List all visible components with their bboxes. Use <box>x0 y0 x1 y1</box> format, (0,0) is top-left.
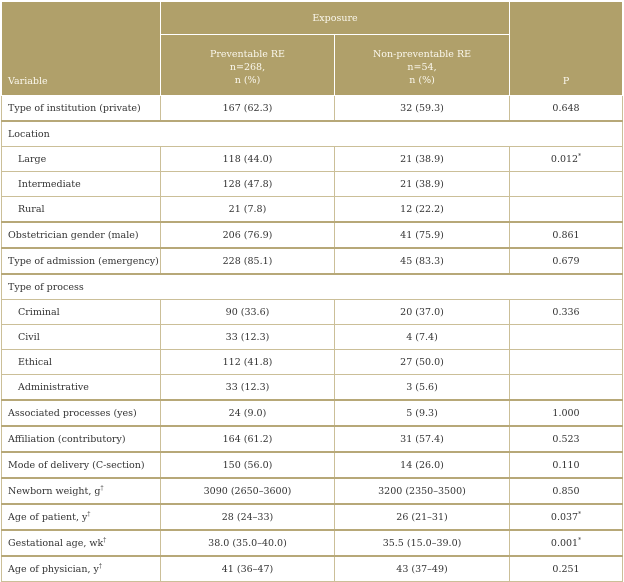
section-row <box>2 121 623 147</box>
variable-cell <box>2 172 161 197</box>
section-row <box>2 274 623 300</box>
variable-label: Large <box>18 153 47 165</box>
preventable-value: 33 (12.3) <box>161 375 335 401</box>
preventable-value: 38.0 (35.0–40.0) <box>161 530 335 556</box>
p-value-cell <box>510 350 623 375</box>
preventable-value: 33 (12.3) <box>161 325 335 350</box>
p-value: 0.861 <box>552 229 580 241</box>
variable-cell <box>2 478 161 504</box>
variable-cell <box>2 197 161 223</box>
header-preventable-name: Preventable RE <box>210 49 285 60</box>
table-row <box>2 556 623 582</box>
p-value-cell <box>510 556 623 582</box>
non-preventable-value: 45 (83.3) <box>335 248 510 274</box>
p-value: 0.850 <box>552 485 580 497</box>
variable-label: Associated processes (yes) <box>8 407 137 419</box>
footnote-marker: † <box>87 510 91 518</box>
non-preventable-value: 41 (75.9) <box>335 222 510 248</box>
header-non-preventable-name: Non-preventable RE <box>372 49 472 60</box>
table-row <box>2 400 623 426</box>
variable-cell <box>2 325 161 350</box>
table-row <box>2 197 623 223</box>
variable-label: Age of physician, y <box>8 563 99 575</box>
variable-label: Type of institution (private) <box>8 102 141 114</box>
header-variable: Variable <box>2 2 161 96</box>
significance-marker: * <box>578 536 582 544</box>
variable-cell <box>2 248 161 274</box>
p-value-cell <box>510 530 623 556</box>
table-row <box>2 96 623 122</box>
p-value: 0.648 <box>552 102 580 114</box>
table-header <box>2 2 623 96</box>
preventable-value: 21 (7.8) <box>161 197 335 223</box>
non-preventable-value: 3 (5.6) <box>335 375 510 401</box>
p-value: 0.012 <box>550 153 579 165</box>
variable-label: Civil <box>18 331 40 343</box>
preventable-value: 112 (41.8) <box>161 350 335 375</box>
p-value-cell <box>510 248 623 274</box>
p-value-cell <box>510 452 623 478</box>
p-value: 1.000 <box>552 407 580 419</box>
p-value: 0.336 <box>552 306 580 318</box>
variable-label: Newborn weight, g <box>8 485 101 497</box>
non-preventable-value: 4 (7.4) <box>335 325 510 350</box>
table-row <box>2 426 623 452</box>
variable-cell <box>2 504 161 530</box>
header-non-preventable <box>335 35 510 96</box>
table-row <box>2 478 623 504</box>
non-preventable-value: 21 (38.9) <box>335 147 510 172</box>
variable-cell <box>2 400 161 426</box>
significance-marker: * <box>578 510 582 518</box>
variable-cell <box>2 300 161 325</box>
p-value-cell <box>510 375 623 401</box>
p-value-cell <box>510 400 623 426</box>
non-preventable-value: 3200 (2350–3500) <box>335 478 510 504</box>
table-container <box>1 1 622 582</box>
section-label: Location <box>2 121 623 147</box>
p-value-cell <box>510 478 623 504</box>
variable-label: Administrative <box>18 381 89 393</box>
table-row <box>2 350 623 375</box>
variable-cell <box>2 222 161 248</box>
variable-label: Age of patient, y <box>8 511 88 523</box>
non-preventable-value: 27 (50.0) <box>335 350 510 375</box>
footnote-marker: † <box>100 484 104 492</box>
p-value: 0.110 <box>552 459 580 471</box>
p-value: 0.037 <box>550 511 579 523</box>
preventable-value: 41 (36–47) <box>161 556 335 582</box>
table-row <box>2 248 623 274</box>
data-table <box>1 1 623 582</box>
header-preventable-unit: n (%) <box>234 75 261 86</box>
footnote-marker: † <box>103 536 107 544</box>
header-preventable <box>161 35 335 96</box>
non-preventable-value: 20 (37.0) <box>335 300 510 325</box>
table-row <box>2 325 623 350</box>
non-preventable-value: 43 (37–49) <box>335 556 510 582</box>
header-exposure: Exposure <box>161 2 510 35</box>
preventable-value: 164 (61.2) <box>161 426 335 452</box>
variable-cell <box>2 96 161 122</box>
p-value-cell <box>510 426 623 452</box>
p-value: 0.251 <box>552 563 580 575</box>
significance-marker: * <box>578 152 582 160</box>
table-row <box>2 300 623 325</box>
p-value-cell <box>510 172 623 197</box>
table-row <box>2 147 623 172</box>
variable-cell <box>2 556 161 582</box>
non-preventable-value: 26 (21–31) <box>335 504 510 530</box>
preventable-value: 228 (85.1) <box>161 248 335 274</box>
preventable-value: 24 (9.0) <box>161 400 335 426</box>
p-value-cell <box>510 300 623 325</box>
preventable-value: 206 (76.9) <box>161 222 335 248</box>
variable-label: Affiliation (contributory) <box>8 433 126 445</box>
table-row <box>2 222 623 248</box>
section-label: Type of process <box>2 274 623 300</box>
non-preventable-value: 21 (38.9) <box>335 172 510 197</box>
preventable-value: 118 (44.0) <box>161 147 335 172</box>
non-preventable-value: 35.5 (15.0–39.0) <box>335 530 510 556</box>
variable-label: Gestational age, wk <box>8 537 104 549</box>
variable-label: Intermediate <box>18 178 81 190</box>
table-row <box>2 172 623 197</box>
header-non-preventable-n: n=54, <box>407 62 437 73</box>
variable-cell <box>2 147 161 172</box>
table-row <box>2 504 623 530</box>
variable-cell <box>2 375 161 401</box>
variable-cell <box>2 452 161 478</box>
p-value: 0.679 <box>552 255 580 267</box>
preventable-value: 28 (24–33) <box>161 504 335 530</box>
non-preventable-value: 32 (59.3) <box>335 96 510 122</box>
variable-label: Mode of delivery (C-section) <box>8 459 145 471</box>
p-value-cell <box>510 197 623 223</box>
non-preventable-value: 31 (57.4) <box>335 426 510 452</box>
preventable-value: 167 (62.3) <box>161 96 335 122</box>
p-value-cell <box>510 147 623 172</box>
variable-cell <box>2 530 161 556</box>
table-row <box>2 530 623 556</box>
p-value-cell <box>510 96 623 122</box>
p-value: 0.523 <box>552 433 580 445</box>
variable-label: Ethical <box>18 356 52 368</box>
variable-label: Rural <box>18 203 45 215</box>
variable-cell <box>2 426 161 452</box>
table-row <box>2 452 623 478</box>
p-value-cell <box>510 325 623 350</box>
preventable-value: 150 (56.0) <box>161 452 335 478</box>
variable-label: Type of admission (emergency) <box>8 255 159 267</box>
table-row <box>2 375 623 401</box>
table-body <box>2 96 623 582</box>
header-non-preventable-unit: n (%) <box>409 75 435 86</box>
p-value: 0.001 <box>550 537 579 549</box>
preventable-value: 90 (33.6) <box>161 300 335 325</box>
p-value-cell <box>510 222 623 248</box>
preventable-value: 3090 (2650–3600) <box>161 478 335 504</box>
non-preventable-value: 14 (26.0) <box>335 452 510 478</box>
preventable-value: 128 (47.8) <box>161 172 335 197</box>
non-preventable-value: 5 (9.3) <box>335 400 510 426</box>
variable-label: Obstetrician gender (male) <box>8 229 139 241</box>
header-p: P <box>510 2 623 96</box>
p-value-cell <box>510 504 623 530</box>
header-preventable-n: n=268, <box>229 62 266 73</box>
footnote-marker: † <box>98 562 102 570</box>
variable-label: Criminal <box>18 306 60 318</box>
variable-cell <box>2 350 161 375</box>
non-preventable-value: 12 (22.2) <box>335 197 510 223</box>
